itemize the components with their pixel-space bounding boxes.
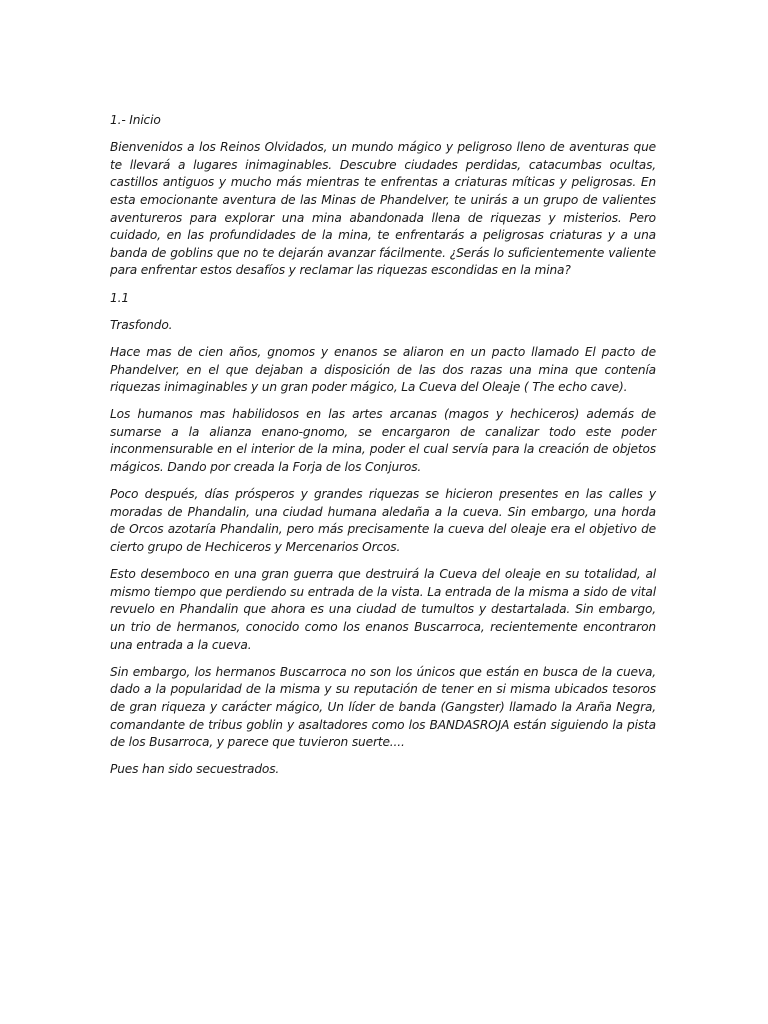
- section-heading-trasfondo: Trasfondo.: [110, 317, 173, 332]
- paragraph-pacto: Hace mas de cien años, gnomos y enanos se aliaron en un pacto llamado El pacto de Phandelver, en el que dejaban a disposición de las dos razas una mina que contenía riquezas inimaginables y un gran poder mágico, La Cueva del Oleaje ( The echo cave).: [110, 344, 656, 395]
- paragraph-secuestrados: Pues han sido secuestrados.: [110, 762, 280, 777]
- paragraph-buscarroca: Sin embargo, los hermanos Buscarroca no son los únicos que están en busca de la cueva, dado a la popularidad de la misma y su reputación de tener en si misma ubicados tesoros de gran riqueza y carácter mágico, Un líder de banda (Gangster) llamado la Araña Negra, comandante de tribus goblin y asaltadores como los BANDASROJA están siguiendo la pista de los Busarroca, y parece que tuvieron suerte....: [110, 664, 656, 750]
- section-heading-inicio: 1.- Inicio: [110, 113, 161, 127]
- paragraph-humanos: Los humanos mas habilidosos en las artes arcanas (magos y hechiceros) además de sumarse a la alianza enano-gnomo, se encargaron de canalizar todo este poder inconmensurable en el interior de la mina, poder el cual servía para la creación de objetos mágicos. Dando por creada la Forja de los Conjuros.: [110, 407, 656, 475]
- paragraph-phandalin: Poco después, días prósperos y grandes riquezas se hicieron presentes en las calles y moradas de Phandalin, una ciudad humana aledaña a la cueva. Sin embargo, una horda de Orcos azotaría Phandalin, pero más precisamente la cueva del oleaje era el objetivo de cierto grupo de Hechiceros y Mercenarios Orcos.: [110, 487, 656, 555]
- section-number-1-1: 1.1: [110, 290, 129, 305]
- document-page: [110, 112, 656, 789]
- intro-paragraph: Bienvenidos a los Reinos Olvidados, un mundo mágico y peligroso lleno de aventuras que te llevará a lugares inimaginables. Descubre ciudades perdidas, catacumbas ocultas, castillos antiguos y mucho más mientras te enfrentas a criaturas míticas y peligrosas. En esta emocionante aventura de las Minas de Phandelver, te unirás a un grupo de valientes aventureros para explorar una mina abandonada llena de riquezas y misterios. Pero cuidado, en las profundidades de la mina, te enfrentarás a peligrosas criaturas y a una banda de goblins que no te dejarán avanzar fácilmente. ¿Serás lo suficientemente valiente para enfrentar estos desafíos y reclamar las riquezas escondidas en la mina?: [110, 140, 656, 278]
- paragraph-guerra: Esto desemboco en una gran guerra que destruirá la Cueva del oleaje en su totalidad, al mismo tiempo que perdiendo su entrada de la vista. La entrada de la misma a sido de vital revuelo en Phandalin que ahora es una ciudad de tumultos y destartalada. Sin embargo, un trio de hermanos, conocido como los enanos Buscarroca, recientemente encontraron una entrada a la cueva.: [110, 567, 656, 652]
